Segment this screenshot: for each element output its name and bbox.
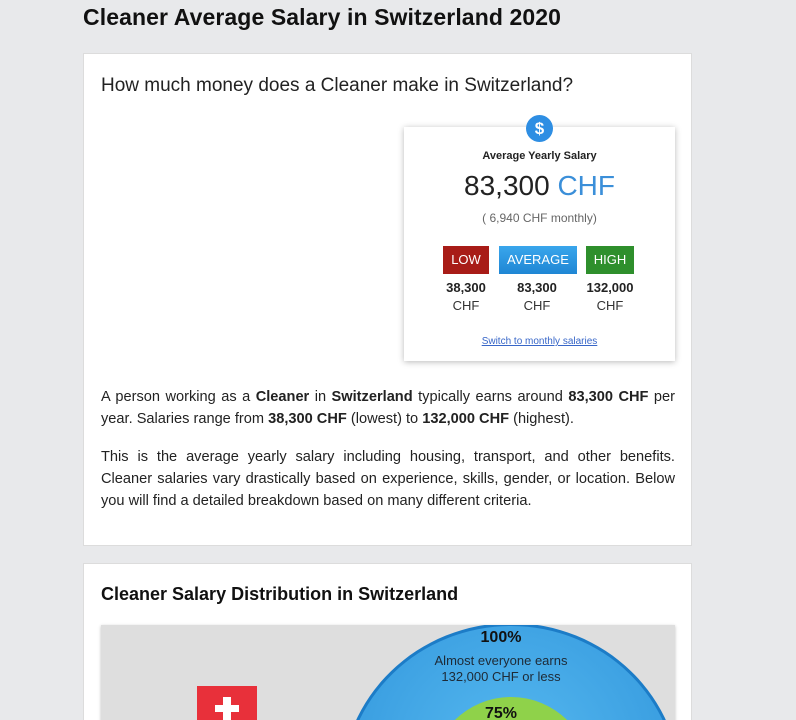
average-amount: 83,300 bbox=[464, 170, 550, 201]
dollar-icon: $ bbox=[526, 115, 553, 142]
range-average bbox=[499, 246, 575, 313]
country-name: Switzerland bbox=[331, 389, 413, 405]
percentile-100-line1: Almost everyone earns bbox=[434, 653, 568, 668]
salary-summary-card bbox=[83, 53, 692, 546]
switch-to-monthly-link[interactable]: Switch to monthly salaries bbox=[481, 336, 598, 347]
para-text: per year. Salaries range from bbox=[101, 389, 676, 427]
range-low bbox=[442, 246, 490, 313]
monthly-average: ( 6,940 CHF monthly) bbox=[482, 211, 597, 225]
salary-question: How much money does a Cleaner make in Switzerland? bbox=[101, 75, 574, 96]
range-high bbox=[584, 246, 636, 313]
page-title: Cleaner Average Salary in Switzerland 2020 bbox=[83, 4, 562, 30]
average-value: 83,300 bbox=[517, 280, 557, 295]
high-salary-text: 132,000 CHF bbox=[422, 411, 510, 427]
average-badge: AVERAGE bbox=[499, 246, 577, 274]
distribution-chart bbox=[101, 625, 675, 720]
average-yearly-label: Average Yearly Salary bbox=[482, 150, 597, 162]
para-text: (highest). bbox=[509, 411, 574, 427]
para-text: (lowest) to bbox=[346, 411, 423, 427]
salary-summary-paragraph bbox=[101, 386, 675, 430]
low-currency: CHF bbox=[452, 298, 480, 313]
high-value: 132,000 bbox=[586, 280, 634, 295]
para-text: typically earns around bbox=[412, 389, 569, 405]
percentile-100-label: 100% bbox=[480, 629, 522, 646]
low-value: 38,300 bbox=[446, 280, 486, 295]
percentile-100-line2: 132,000 CHF or less bbox=[441, 669, 561, 684]
avg-salary-text: 83,300 CHF bbox=[568, 389, 649, 405]
job-title: Cleaner bbox=[255, 389, 310, 405]
high-currency: CHF bbox=[596, 298, 624, 313]
average-yearly-value bbox=[404, 170, 675, 202]
para-text: A person working as a bbox=[101, 389, 256, 405]
salary-distribution-card bbox=[83, 563, 692, 720]
low-badge: LOW bbox=[443, 246, 489, 274]
average-currency: CHF bbox=[557, 170, 615, 201]
high-badge: HIGH bbox=[586, 246, 635, 274]
percentile-100-description bbox=[401, 653, 601, 685]
salary-detail-paragraph: This is the average yearly salary including housing, transport, and other benefits. Cleaner salaries vary drastically based on experience, skills, gender, or location. Below you will find a detailed breakdown based on many different criteria. bbox=[101, 449, 675, 509]
low-salary-text: 38,300 CHF bbox=[268, 411, 347, 427]
distribution-title: Cleaner Salary Distribution in Switzerland bbox=[101, 584, 459, 604]
percentile-75-label: 75% bbox=[484, 705, 518, 720]
swiss-flag-icon bbox=[197, 686, 257, 720]
average-currency-label: CHF bbox=[523, 298, 551, 313]
para-text: in bbox=[309, 389, 332, 405]
salary-box bbox=[404, 119, 675, 361]
